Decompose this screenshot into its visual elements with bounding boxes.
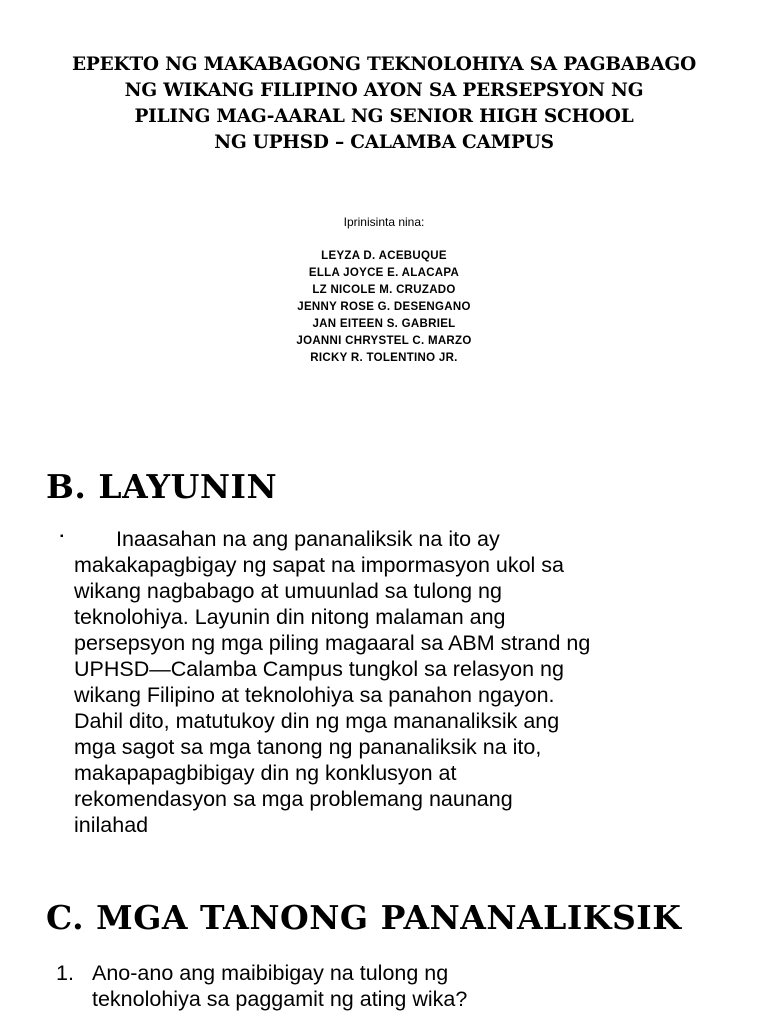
paragraph-line: teknolohiya. Layunin din nitong malaman ang xyxy=(74,605,506,629)
title-line: EPEKTO NG MAKABAGONG TEKNOLOHIYA SA PAGBABAGO xyxy=(71,54,697,75)
paragraph-line: inilahad xyxy=(74,813,149,837)
presented-by-label: Iprinisinta nina: xyxy=(343,215,425,229)
question-number: 1. xyxy=(56,961,74,985)
author-name: JOANNI CHRYSTEL C. MARZO xyxy=(296,335,472,347)
author-name: JENNY ROSE G. DESENGANO xyxy=(297,301,471,313)
paragraph-line: makakapagbigay ng sapat na impormasyon ukol sa xyxy=(74,553,565,577)
author-name: JAN EITEEN S. GABRIEL xyxy=(312,318,456,330)
title-line: NG WIKANG FILIPINO AYON SA PERSEPSYON NG xyxy=(124,80,644,101)
paragraph-line: wikang Filipino at teknolohiya sa panahon ngayon. xyxy=(74,683,555,707)
paragraph-line: UPHSD—Calamba Campus tungkol sa relasyon ng xyxy=(74,657,564,681)
paragraph-line: wikang nagbabago at umuunlad sa tulong ng xyxy=(74,579,502,603)
paragraph-line: mga sagot sa mga tanong ng pananaliksik na ito, xyxy=(74,735,542,759)
objective-text xyxy=(74,526,740,838)
question-list-item xyxy=(56,960,746,1012)
question-line: teknolohiya sa paggamit ng ating wika? xyxy=(92,987,468,1011)
paragraph-line: rekomendasyon sa mga problemang naunang xyxy=(74,787,513,811)
title-line: PILING MAG-AARAL NG SENIOR HIGH SCHOOL xyxy=(134,106,634,127)
paragraph-line: makapapagbibigay din ng konklusyon at xyxy=(74,761,457,785)
title-line: NG UPHSD – CALAMBA CAMPUS xyxy=(214,132,554,153)
author-name: LZ NICOLE M. CRUZADO xyxy=(312,284,456,296)
author-name: ELLA JOYCE E. ALACAPA xyxy=(308,267,460,279)
author-name: LEYZA D. ACEBUQUE xyxy=(321,250,447,262)
paragraph-line: persepsyon ng mga piling magaaral sa ABM strand ng xyxy=(74,631,591,655)
paragraph-line: Dahil dito, matutukoy din ng mga mananaliksik ang xyxy=(74,709,560,733)
question-line: Ano-ano ang maibibigay na tulong ng xyxy=(92,961,449,985)
objective-paragraph xyxy=(60,526,740,838)
question-text xyxy=(92,960,746,1012)
section-heading-mga-tanong: C. MGA TANONG PANANALIKSIK xyxy=(46,898,682,937)
author-list xyxy=(0,248,768,367)
document-title xyxy=(20,52,748,156)
bullet-icon: ▪ xyxy=(60,531,64,542)
author-name: RICKY R. TOLENTINO JR. xyxy=(310,352,458,364)
section-heading-layunin: B. LAYUNIN xyxy=(46,467,278,506)
paragraph-line: Inaasahan na ang pananaliksik na ito ay xyxy=(116,527,500,551)
